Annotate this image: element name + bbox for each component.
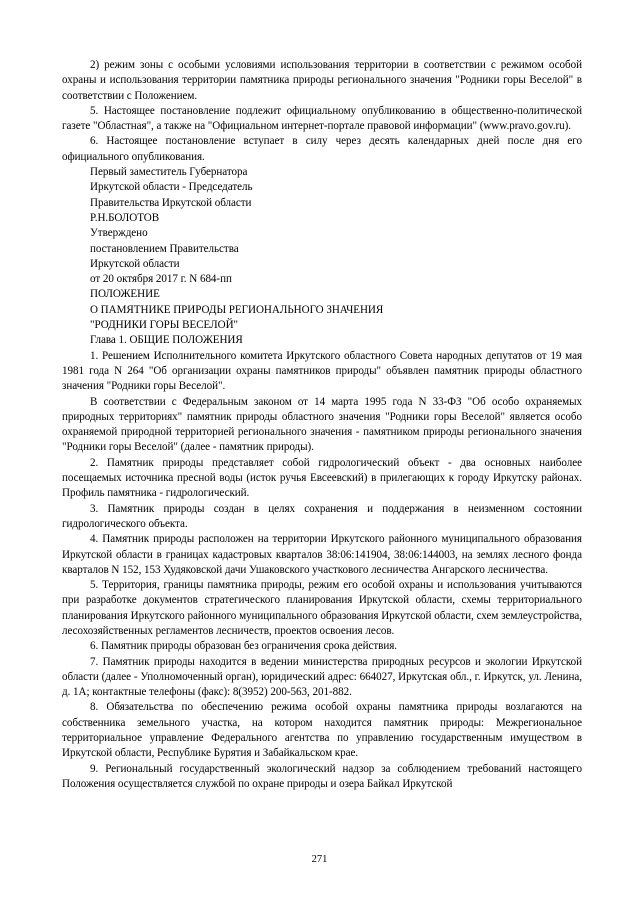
approval-block bbox=[62, 226, 582, 287]
paragraph: 6. Настоящее постановление вступает в силу через десять календарных дней после дня его официального опубликования. bbox=[62, 135, 582, 163]
approval-line: Иркутской области bbox=[90, 257, 180, 270]
signature-title-line: Правительства Иркутской области bbox=[90, 196, 252, 209]
paragraph: 6. Памятник природы образован без ограничения срока действия. bbox=[90, 640, 397, 653]
signature-title-line: Иркутской области - Председатель bbox=[90, 181, 253, 194]
paragraph: 2. Памятник природы представляет собой гидрологический объект - два основных наиболее посещаемых источника пресной воды (исток ручья Евсеевский) в прилегающих к городу Иркутску районах. Профиль памятника - гидрологический. bbox=[62, 456, 582, 500]
paragraph: В соответствии с Федеральным законом от 14 марта 1995 года N 33-ФЗ "Об особо охраняемых природных территориях" памятник природы областного значения "Родники горы Веселой" является особо охраняемой природной территорией регионального значения - памятником природы регионального значения "Родники горы Веселой" (далее - памятник природы). bbox=[62, 395, 582, 454]
paragraph: 7. Памятник природы находится в ведении министерства природных ресурсов и экологии Иркутской области (далее - Уполномоченный орган), юридический адрес: 664027, Иркутская обл., г. Иркутск, ул. Ленина, д. 1А; контактные телефоны (факс): 8(3952) 200-563, 201-882. bbox=[62, 655, 582, 699]
heading-subtitle: "РОДНИКИ ГОРЫ ВЕСЕЛОЙ" bbox=[90, 319, 239, 332]
page-number: 271 bbox=[311, 854, 328, 865]
heading-subtitle: О ПАМЯТНИКЕ ПРИРОДЫ РЕГИОНАЛЬНОГО ЗНАЧЕНИЯ bbox=[90, 303, 384, 316]
document-heading bbox=[62, 287, 582, 348]
approval-line: Утверждено bbox=[90, 227, 148, 240]
signature-title-line: Первый заместитель Губернатора bbox=[90, 166, 248, 179]
paragraph: 1. Решением Исполнительного комитета Иркутского областного Совета народных депутатов от 19 мая 1981 года N 264 "Об организации охраны памятников природы" объявлен памятник природы областного значения "Родники горы Веселой". bbox=[62, 349, 582, 393]
paragraph: 9. Региональный государственный экологический надзор за соблюдением требований настоящего Положения осуществляется службой по охране природы и озера Байкал Иркутской bbox=[62, 762, 582, 790]
paragraph: 4. Памятник природы расположен на территории Иркутского районного муниципального образования Иркутской области в границах кадастровых кварталов 38:06:141904, 38:06:144003, на землях лесного фонда кварталов N 152, 153 Худяковской дачи Ушаковского участкового лесничества Ангарского лесничества. bbox=[62, 533, 582, 576]
document-page bbox=[62, 58, 582, 792]
heading-title: ПОЛОЖЕНИЕ bbox=[90, 288, 160, 301]
paragraph: 3. Памятник природы создан в целях сохранения и поддержания в неизменном состоянии гидрологического объекта. bbox=[62, 502, 582, 530]
paragraph: 5. Настоящее постановление подлежит официальному опубликованию в общественно-политической газете "Областная", а также на "Официальном интернет-портале правовой информации" (www.pravo.gov.ru). bbox=[62, 104, 582, 133]
signature-name: Р.Н.БОЛОТОВ bbox=[90, 211, 160, 224]
signature-block bbox=[62, 165, 582, 226]
paragraph: 8. Обязательства по обеспечению режима особой охраны памятника природы возлагаются на собственника земельного участка, на котором находится памятник природы: Межрегиональное территориальное управление Федерального агентства по управлению государственным имуществом в Иркутской области, Республике Бурятия и Забайкальском крае. bbox=[62, 701, 582, 760]
chapter-heading: Глава 1. ОБЩИЕ ПОЛОЖЕНИЯ bbox=[90, 334, 243, 347]
paragraph: 5. Территория, границы памятника природы, режим его особой охраны и использования учитываются при разработке документов стратегического планирования Иркутской области, схемы территориального планирования Иркутского районного муниципального образования Иркутской области, схем землеустройства, лесохозяйственных регламентов лесничеств, проектов освоения лесов. bbox=[62, 579, 582, 637]
paragraph: 2) режим зоны с особыми условиями использования территории в соответствии с режимом особой охраны и использования территории памятника природы регионального значения "Родники горы Веселой" в соответствии с Положением. bbox=[62, 59, 582, 102]
approval-line: постановлением Правительства bbox=[90, 242, 239, 255]
approval-date: от 20 октября 2017 г. N 684-пп bbox=[90, 273, 232, 286]
